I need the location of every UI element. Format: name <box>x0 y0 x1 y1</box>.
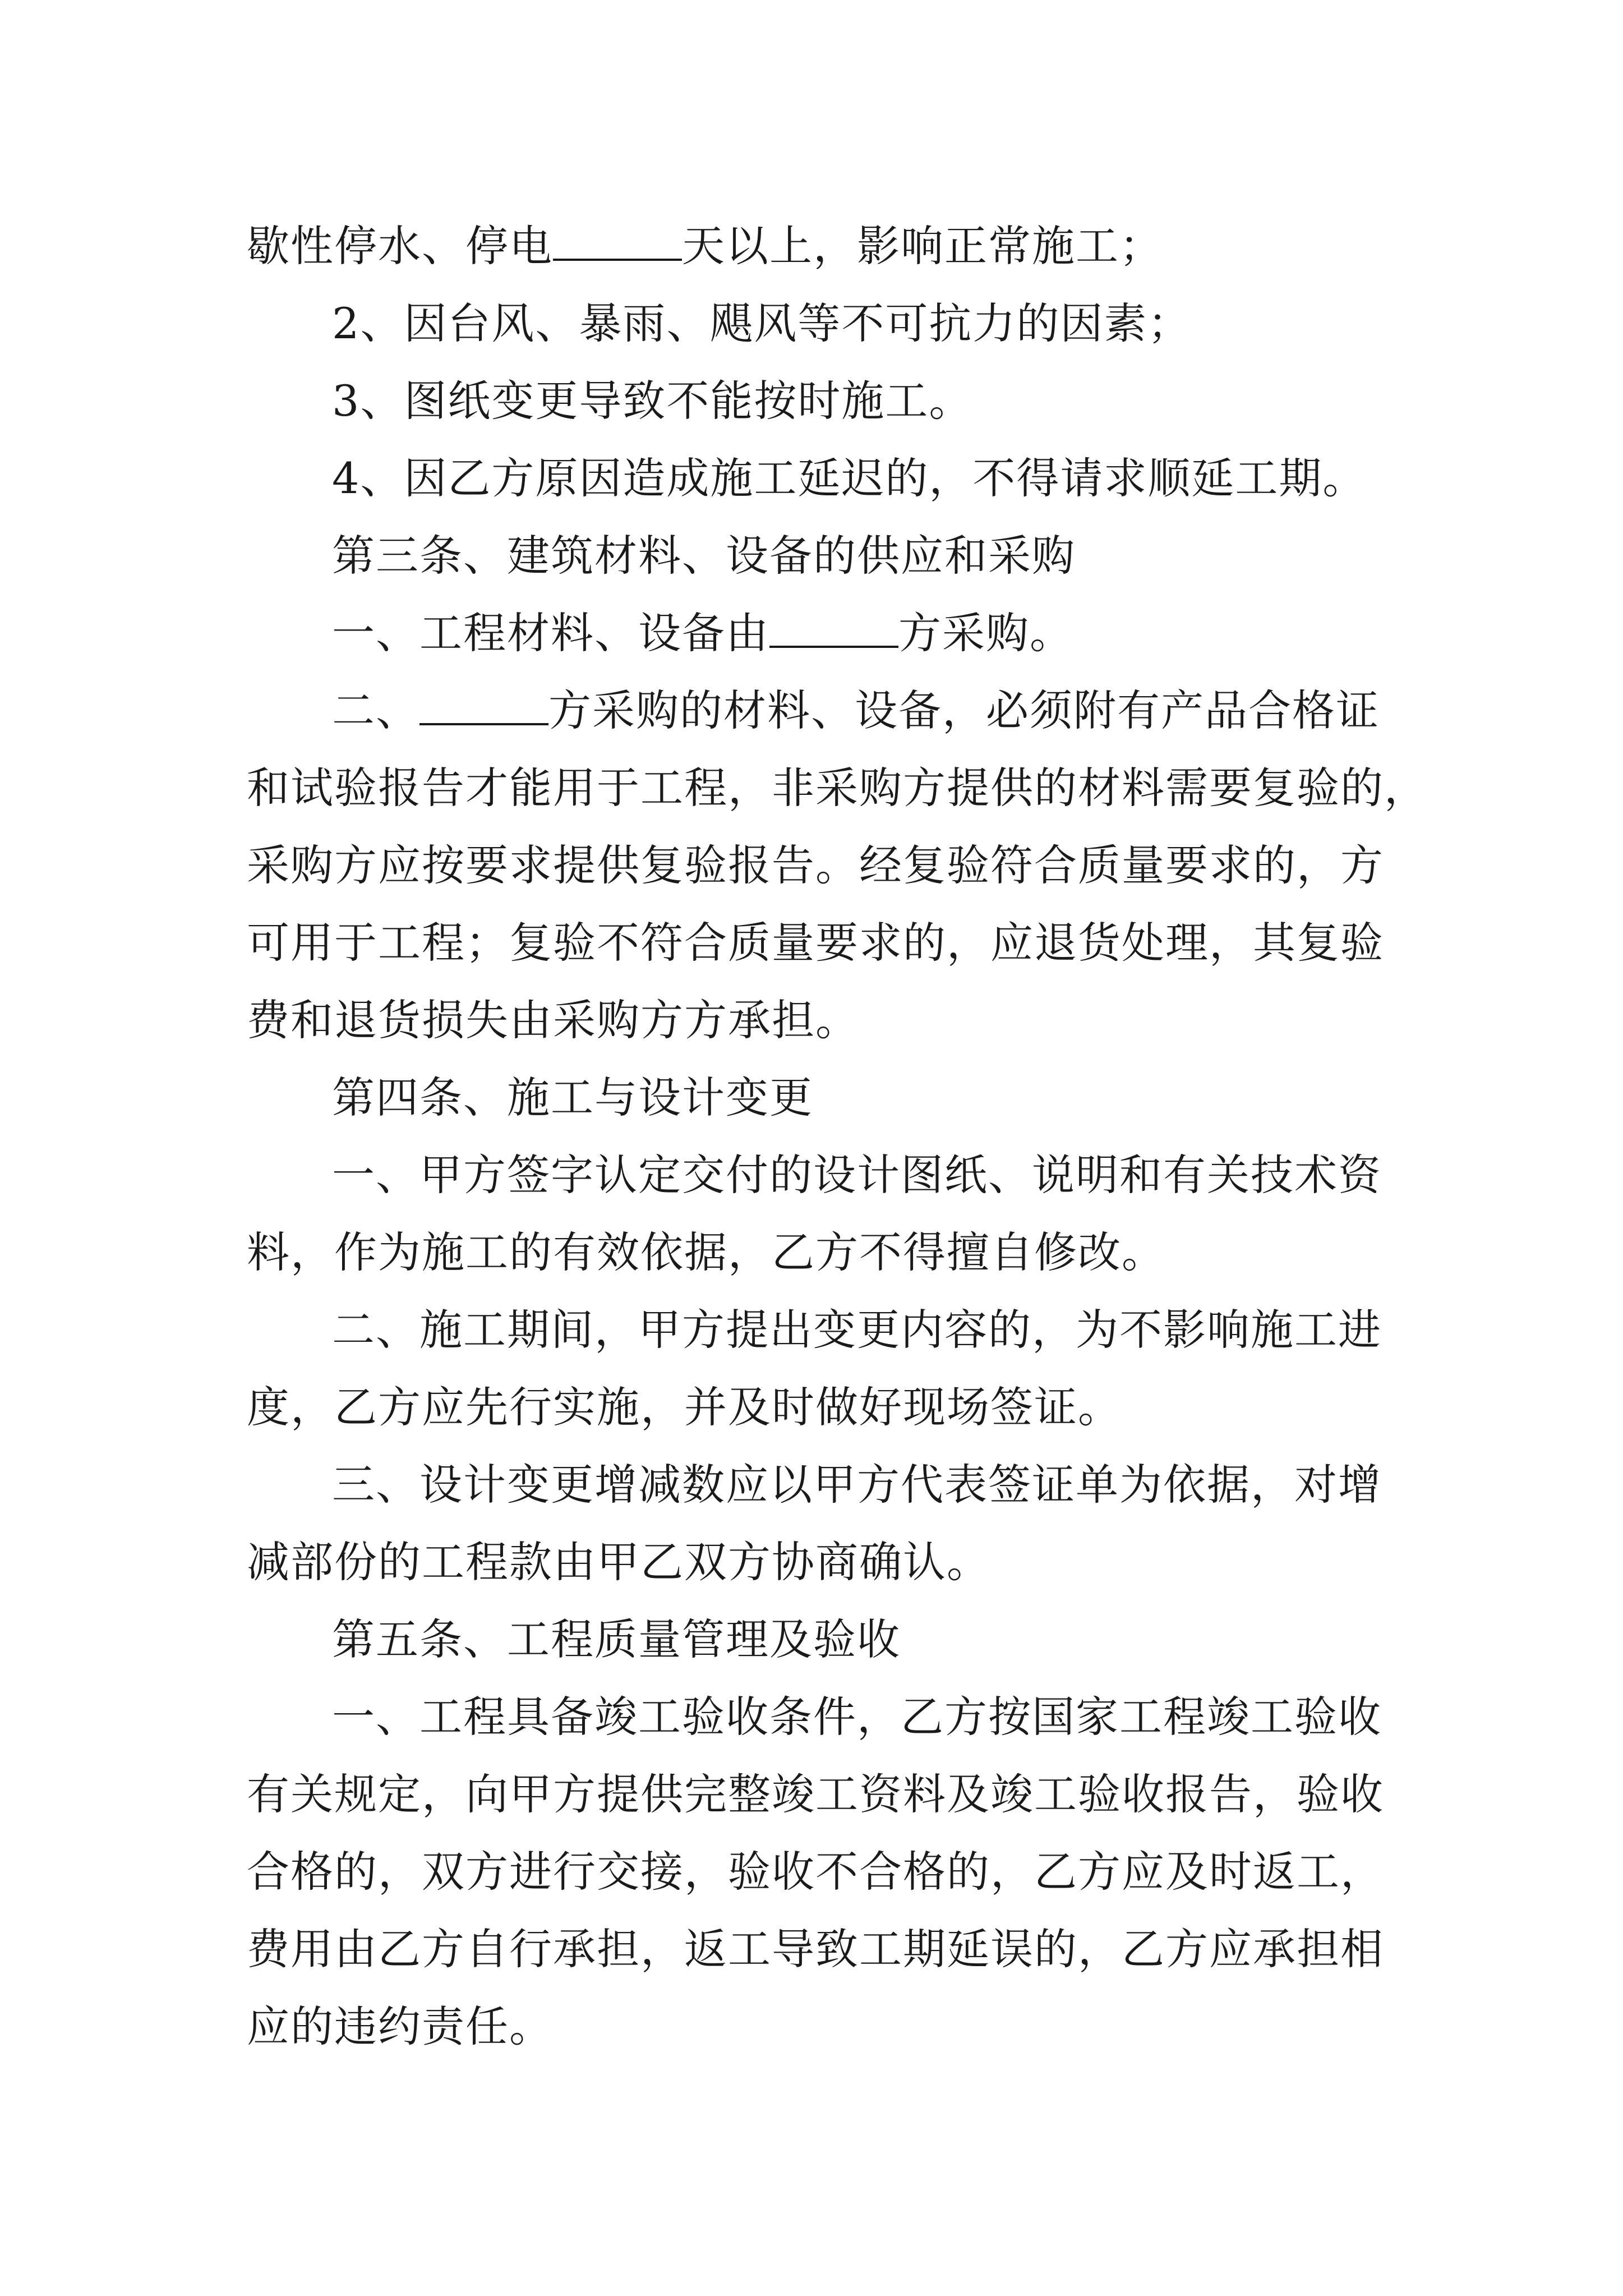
text-segment: 天以上，影响正常施工； <box>682 221 1163 271</box>
paragraph-line: 一、甲方签字认定交付的设计图纸、说明和有关技术资 <box>332 1150 1382 1200</box>
article-heading: 第四条、施工与设计变更 <box>332 1073 813 1122</box>
paragraph-line: 和试验报告才能用于工程，非采购方提供的材料需要复验的， <box>247 763 1428 813</box>
paragraph-line: 应的违约责任。 <box>247 2001 553 2051</box>
text-segment: 一、工程材料、设备由 <box>332 608 769 658</box>
paragraph-line: 费和退货损失由采购方方承担。 <box>247 995 859 1045</box>
document-body <box>247 208 1428 2065</box>
paragraph-line: 三、设计变更增减数应以甲方代表签证单为依据，对增 <box>332 1460 1382 1510</box>
text-segment: 歇性停水、停电 <box>247 221 553 271</box>
list-item: 3、图纸变更导致不能按时施工。 <box>332 376 973 426</box>
paragraph-line <box>247 595 1380 672</box>
paragraph-line: 减部份的工程款由甲乙双方协商确认。 <box>247 1537 990 1587</box>
paragraph-line: 费用由乙方自行承担，返工导致工期延误的，乙方应承担相 <box>247 1924 1384 1974</box>
fill-in-blank <box>769 609 898 648</box>
fill-in-blank <box>553 222 682 261</box>
paragraph-line <box>247 208 1380 285</box>
text-segment: 方采购。 <box>898 608 1073 658</box>
article-heading: 第五条、工程质量管理及验收 <box>332 1614 901 1664</box>
paragraph-line: 度，乙方应先行实施，并及时做好现场签证。 <box>247 1382 1122 1432</box>
fill-in-blank <box>419 686 548 725</box>
paragraph-line: 采购方应按要求提供复验报告。经复验符合质量要求的，方 <box>247 840 1384 890</box>
paragraph-line: 二、施工期间，甲方提出变更内容的，为不影响施工进 <box>332 1305 1382 1355</box>
paragraph-line: 合格的，双方进行交接，验收不合格的，乙方应及时返工， <box>247 1847 1384 1897</box>
paragraph-line: 有关规定，向甲方提供完整竣工资料及竣工验收报告，验收 <box>247 1769 1384 1819</box>
text-segment: 方采购的材料、设备，必须附有产品合格证 <box>548 685 1380 735</box>
paragraph-line <box>247 672 1380 749</box>
list-item: 2、因台风、暴雨、飓风等不可抗力的因素； <box>332 298 1192 348</box>
paragraph-line: 可用于工程；复验不符合质量要求的，应退货处理，其复验 <box>247 918 1384 968</box>
paragraph-line: 一、工程具备竣工验收条件，乙方按国家工程竣工验收 <box>332 1692 1382 1742</box>
paragraph-line: 料，作为施工的有效依据，乙方不得擅自修改。 <box>247 1227 1165 1277</box>
text-segment: 二、 <box>332 685 419 735</box>
list-item: 4、因乙方原因造成施工延迟的，不得请求顺延工期。 <box>332 453 1367 503</box>
article-heading: 第三条、建筑材料、设备的供应和采购 <box>332 531 1076 581</box>
